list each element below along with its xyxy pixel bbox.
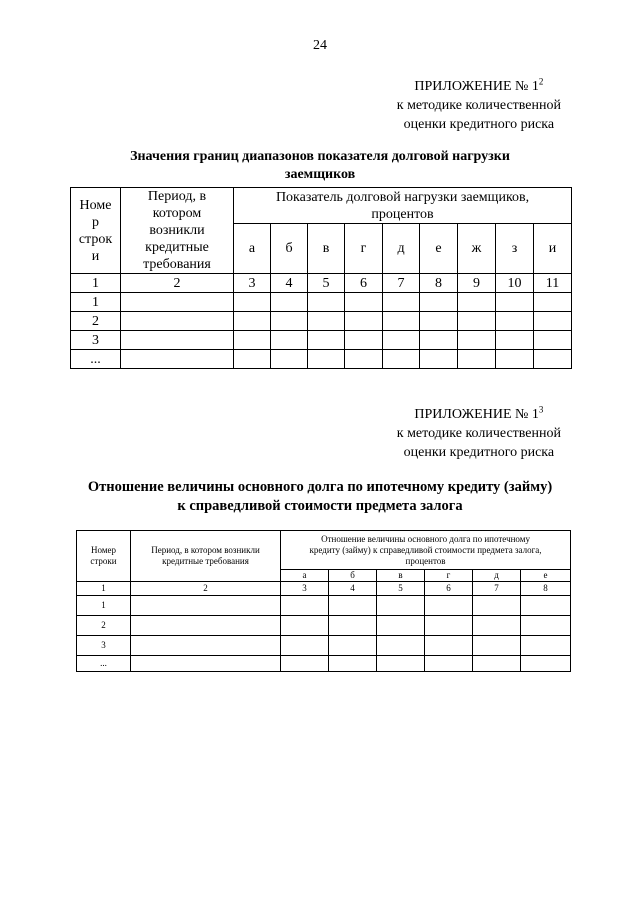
table-2-row	[77, 656, 571, 672]
table-1-col-number: 2	[121, 274, 234, 293]
table-1-cell	[271, 312, 308, 331]
table-1-cell	[121, 350, 234, 369]
table-2-cell	[377, 596, 425, 616]
table-2-letter: б	[329, 570, 377, 582]
table-1-cell	[534, 331, 572, 350]
table-1-cell	[420, 293, 458, 312]
table-1-cell	[271, 293, 308, 312]
table-2-cell	[377, 636, 425, 656]
table-1-group-header	[234, 188, 572, 224]
table-1-cell	[308, 293, 345, 312]
table-1-letter: б	[271, 224, 308, 274]
table-1-numbers-row	[71, 274, 572, 293]
table-2-cell	[521, 596, 571, 616]
table-1-col-num-line: и	[91, 248, 100, 264]
table-2-cell	[329, 636, 377, 656]
table-2-row-number: 1	[77, 596, 131, 616]
table-1-row	[71, 293, 572, 312]
table-2-cell	[329, 596, 377, 616]
appendix-1-line3: оценки кредитного риска	[403, 117, 555, 132]
table-1-cell	[234, 350, 271, 369]
table-2-cell	[377, 656, 425, 672]
table-2-cell	[473, 656, 521, 672]
appendix-1-line2: к методике количественной	[396, 98, 561, 113]
table-1-cell	[420, 331, 458, 350]
table-1-cell	[308, 350, 345, 369]
table-2-cell	[473, 616, 521, 636]
table-2-col-num-line: Номер	[90, 545, 117, 555]
table-1-col-number: 10	[496, 274, 534, 293]
table-1-col-num-line: Номе	[79, 197, 112, 213]
table-2-group-header-line: процентов	[405, 555, 446, 566]
table-2-cell	[281, 656, 329, 672]
table-1-heading-line2: заемщиков	[284, 167, 356, 182]
table-1-cell	[496, 293, 534, 312]
table-2-col-number: 2	[131, 582, 281, 596]
appendix-1-title: ПРИЛОЖЕНИЕ № 1	[414, 79, 539, 94]
table-1-col-number: 8	[420, 274, 458, 293]
table-1-cell	[458, 350, 496, 369]
table-2-col-num-header	[77, 531, 131, 582]
appendix-1-header	[397, 77, 561, 134]
table-2-row	[77, 616, 571, 636]
table-2-cell	[281, 616, 329, 636]
table-1-cell	[534, 312, 572, 331]
table-2-group-header-line: Отношение величины основного долга по ипотечному	[321, 533, 530, 544]
table-2-group-header-line: кредиту (займу) к справедливой стоимости предмета залога,	[309, 544, 542, 555]
table-2-cell	[377, 616, 425, 636]
table-2-heading-line1: Отношение величины основного долга по ипотечному кредиту (займу)	[87, 479, 553, 495]
table-1-cell	[458, 331, 496, 350]
table-1-col-number: 7	[383, 274, 420, 293]
table-2-cell	[473, 636, 521, 656]
table-1-cell	[234, 331, 271, 350]
table-1-letter: е	[420, 224, 458, 274]
table-2-col-num-line: строки	[90, 556, 117, 566]
table-2-col-number: 6	[425, 582, 473, 596]
table-2-cell	[131, 616, 281, 636]
table-2-letter: е	[521, 570, 571, 582]
table-2-cell	[521, 656, 571, 672]
table-2-row-number: 2	[77, 616, 131, 636]
table-1-cell	[121, 331, 234, 350]
table-1-group-header-line: Показатель долговой нагрузки заемщиков,	[275, 189, 530, 205]
appendix-2-sup: 3	[538, 404, 544, 415]
table-2-col-number: 5	[377, 582, 425, 596]
table-1-col-num-line: строк	[78, 231, 113, 247]
table-1	[70, 187, 572, 369]
appendix-2-line3: оценки кредитного риска	[403, 445, 555, 460]
appendix-1-sup: 2	[538, 76, 544, 87]
table-1-col-number: 11	[534, 274, 572, 293]
table-1-cell	[534, 350, 572, 369]
table-2-row	[77, 636, 571, 656]
table-2-col-period-line: Период, в котором возникли	[151, 545, 260, 555]
table-2-cell	[425, 596, 473, 616]
table-1-cell	[383, 331, 420, 350]
table-1-letter: д	[383, 224, 420, 274]
table-2-col-period-line: кредитные требования	[162, 556, 249, 566]
table-2-group-header	[281, 531, 571, 570]
table-2-col-number: 3	[281, 582, 329, 596]
appendix-2-header	[397, 405, 561, 462]
table-1-row-number: 2	[71, 312, 121, 331]
table-1-cell	[383, 293, 420, 312]
table-2-cell	[425, 636, 473, 656]
table-1-row	[71, 331, 572, 350]
table-1-cell	[271, 350, 308, 369]
table-1-letter: ж	[458, 224, 496, 274]
table-1-col-number: 9	[458, 274, 496, 293]
table-2-col-number: 1	[77, 582, 131, 596]
table-2-col-number: 8	[521, 582, 571, 596]
table-2-letter: а	[281, 570, 329, 582]
table-1-cell	[308, 312, 345, 331]
table-2-header-row	[77, 531, 571, 570]
table-1-row	[71, 312, 572, 331]
table-1-row-number: ...	[71, 350, 121, 369]
table-2-cell	[521, 616, 571, 636]
appendix-2-line2: к методике количественной	[396, 426, 561, 441]
table-2-cell	[473, 596, 521, 616]
appendix-2-title: ПРИЛОЖЕНИЕ № 1	[414, 407, 539, 422]
page-number: 24	[313, 38, 327, 53]
table-1-cell	[345, 312, 383, 331]
table-1-header-row	[71, 188, 572, 224]
table-1-col-period-line: требования	[143, 257, 211, 272]
table-1-col-number: 5	[308, 274, 345, 293]
table-1-cell	[345, 331, 383, 350]
table-1-letter: г	[345, 224, 383, 274]
table-1-cell	[271, 331, 308, 350]
table-2-cell	[281, 596, 329, 616]
table-1-letter: и	[534, 224, 572, 274]
table-1-col-period-header	[121, 188, 234, 274]
table-1-group-header-line: процентов	[371, 206, 434, 222]
table-1-cell	[234, 293, 271, 312]
table-2-cell	[521, 636, 571, 656]
table-2-cell	[131, 596, 281, 616]
table-2-row-number: 3	[77, 636, 131, 656]
table-1-cell	[234, 312, 271, 331]
table-1-cell	[496, 312, 534, 331]
table-2-cell	[425, 616, 473, 636]
table-1-col-number: 3	[234, 274, 271, 293]
table-1-cell	[121, 293, 234, 312]
table-2-col-period-header	[131, 531, 281, 582]
table-1-letter: а	[234, 224, 271, 274]
table-1-cell	[345, 350, 383, 369]
table-1-cell	[496, 331, 534, 350]
table-1-cell	[420, 312, 458, 331]
table-2-numbers-row	[77, 582, 571, 596]
table-2-col-number: 7	[473, 582, 521, 596]
table-2-row-number: ...	[77, 656, 131, 672]
table-1-col-period-line: кредитные	[145, 240, 209, 255]
table-1-cell	[534, 293, 572, 312]
table-2-letter: в	[377, 570, 425, 582]
table-1-col-num-header	[71, 188, 121, 274]
table-1-cell	[496, 350, 534, 369]
table-1-cell	[345, 293, 383, 312]
table-1-letter: в	[308, 224, 345, 274]
table-2-letter: д	[473, 570, 521, 582]
table-1-col-period-line: котором	[152, 206, 202, 221]
table-2-heading-line2: к справедливой стоимости предмета залога	[177, 498, 463, 514]
table-1-letter: з	[496, 224, 534, 274]
table-2-cell	[425, 656, 473, 672]
table-1-col-period-line: Период, в	[147, 189, 207, 204]
table-1-heading	[60, 148, 580, 184]
table-1-col-number: 1	[71, 274, 121, 293]
table-2-cell	[131, 636, 281, 656]
table-1-cell	[383, 350, 420, 369]
table-1-row-number: 1	[71, 293, 121, 312]
table-2-cell	[329, 656, 377, 672]
table-2-heading	[60, 478, 580, 516]
table-1-col-number: 6	[345, 274, 383, 293]
table-1-cell	[458, 312, 496, 331]
table-2-cell	[329, 616, 377, 636]
table-1-cell	[121, 312, 234, 331]
table-1-col-number: 4	[271, 274, 308, 293]
table-2-cell	[131, 656, 281, 672]
table-1-row	[71, 350, 572, 369]
table-2-row	[77, 596, 571, 616]
table-1-cell	[458, 293, 496, 312]
table-1-col-num-line: р	[92, 214, 99, 230]
table-1-col-period-line: возникли	[149, 223, 205, 238]
table-2	[76, 530, 571, 672]
table-1-cell	[308, 331, 345, 350]
table-1-cell	[420, 350, 458, 369]
table-1-row-number: 3	[71, 331, 121, 350]
table-1-cell	[383, 312, 420, 331]
table-1-heading-line1: Значения границ диапазонов показателя долговой нагрузки	[130, 149, 510, 164]
table-2-col-number: 4	[329, 582, 377, 596]
table-2-letter: г	[425, 570, 473, 582]
table-2-cell	[281, 636, 329, 656]
